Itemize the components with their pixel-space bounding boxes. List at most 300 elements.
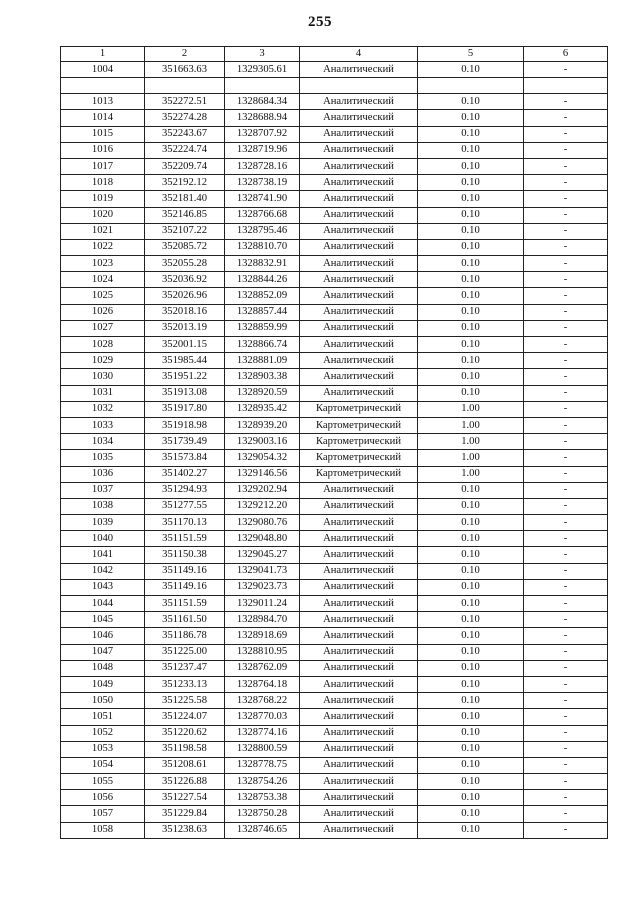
table-cell: 0.10 (418, 272, 524, 288)
table-row (61, 320, 608, 336)
table-cell: 0.10 (418, 239, 524, 255)
table-cell: 1329011.24 (225, 596, 300, 612)
table-cell: - (524, 709, 608, 725)
table-cell: - (524, 579, 608, 595)
table-cell: 0.10 (418, 660, 524, 676)
table-cell: 1056 (61, 790, 145, 806)
table-row (61, 693, 608, 709)
table-cell: Аналитический (300, 353, 418, 369)
table-cell: 351150.38 (145, 547, 225, 563)
table-cell: 1328738.19 (225, 175, 300, 191)
table-cell: 1329212.20 (225, 498, 300, 514)
table-cell: Аналитический (300, 142, 418, 158)
table-cell: - (524, 644, 608, 660)
table-cell: - (524, 288, 608, 304)
table-cell: 352036.92 (145, 272, 225, 288)
table-cell: 1329041.73 (225, 563, 300, 579)
table-cell: 1329080.76 (225, 515, 300, 531)
table-cell: 1328857.44 (225, 304, 300, 320)
table-cell: Аналитический (300, 628, 418, 644)
table-cell: 1051 (61, 709, 145, 725)
table-cell: 1328766.68 (225, 207, 300, 223)
table-cell: 1328684.34 (225, 94, 300, 110)
table-cell: 351237.47 (145, 660, 225, 676)
table-cell: 0.10 (418, 596, 524, 612)
table-cell: 351151.59 (145, 531, 225, 547)
table-cell: 1328762.09 (225, 660, 300, 676)
table-cell: 0.10 (418, 741, 524, 757)
header-row (61, 47, 608, 62)
table-row (61, 385, 608, 401)
table-cell: Аналитический (300, 304, 418, 320)
table-cell: Аналитический (300, 660, 418, 676)
table-cell: Аналитический (300, 482, 418, 498)
table-cell: 1028 (61, 337, 145, 353)
table-row (61, 596, 608, 612)
table-cell: 1014 (61, 110, 145, 126)
table-cell: - (524, 304, 608, 320)
table-cell: 1328688.94 (225, 110, 300, 126)
table-row (61, 126, 608, 142)
table-cell: Аналитический (300, 531, 418, 547)
table-cell: 1022 (61, 239, 145, 255)
table-cell: - (524, 158, 608, 174)
table-cell: 351186.78 (145, 628, 225, 644)
table-cell: Аналитический (300, 515, 418, 531)
table-cell: 351224.07 (145, 709, 225, 725)
table-cell: 0.10 (418, 693, 524, 709)
table-row (61, 531, 608, 547)
table-cell: 1328810.95 (225, 644, 300, 660)
table-cell: Картометрический (300, 450, 418, 466)
table-cell: 352026.96 (145, 288, 225, 304)
table-cell: Аналитический (300, 272, 418, 288)
table-row (61, 223, 608, 239)
table-cell: - (524, 110, 608, 126)
table-cell: - (524, 450, 608, 466)
table-cell: 1050 (61, 693, 145, 709)
table-row (61, 757, 608, 773)
table-cell: 352272.51 (145, 94, 225, 110)
table-cell: Аналитический (300, 725, 418, 741)
table-cell: 0.10 (418, 369, 524, 385)
table-cell: 1035 (61, 450, 145, 466)
table-cell: 0.10 (418, 757, 524, 773)
table-cell: - (524, 693, 608, 709)
table-cell: - (524, 628, 608, 644)
table-cell: 1031 (61, 385, 145, 401)
table-cell: 1328832.91 (225, 256, 300, 272)
table-cell: 351151.59 (145, 596, 225, 612)
table-cell: 0.10 (418, 628, 524, 644)
table-cell: - (524, 256, 608, 272)
table-cell: Аналитический (300, 385, 418, 401)
header-cell: 4 (300, 47, 418, 62)
table-cell: - (524, 385, 608, 401)
table-cell: 1019 (61, 191, 145, 207)
table-cell: 351225.58 (145, 693, 225, 709)
table-cell: 1030 (61, 369, 145, 385)
table-cell: 1021 (61, 223, 145, 239)
table-cell (145, 78, 225, 94)
table-cell: 1048 (61, 660, 145, 676)
table-cell: Аналитический (300, 239, 418, 255)
table-cell: 0.10 (418, 774, 524, 790)
table-cell: - (524, 466, 608, 482)
table-cell (524, 78, 608, 94)
table-row (61, 466, 608, 482)
table-row (61, 644, 608, 660)
table-cell: 1329146.56 (225, 466, 300, 482)
table-cell: Аналитический (300, 774, 418, 790)
table-cell: 1328795.46 (225, 223, 300, 239)
table-cell: 352055.28 (145, 256, 225, 272)
table-cell: 0.10 (418, 579, 524, 595)
table-cell: 1329054.32 (225, 450, 300, 466)
table-cell: 0.10 (418, 515, 524, 531)
table-cell: 351294.93 (145, 482, 225, 498)
table-cell: 0.10 (418, 207, 524, 223)
table-cell: 351229.84 (145, 806, 225, 822)
table-cell: 0.10 (418, 709, 524, 725)
table-cell: 1328918.69 (225, 628, 300, 644)
table-cell: - (524, 320, 608, 336)
coordinates-table (60, 46, 608, 839)
table-cell: 352243.67 (145, 126, 225, 142)
table-cell: Аналитический (300, 547, 418, 563)
table-cell: 351225.00 (145, 644, 225, 660)
table-row (61, 94, 608, 110)
table-cell: 1037 (61, 482, 145, 498)
table-cell: 351198.58 (145, 741, 225, 757)
header-cell: 3 (225, 47, 300, 62)
table-cell: 1016 (61, 142, 145, 158)
table-cell: 1328741.90 (225, 191, 300, 207)
table-cell: Картометрический (300, 401, 418, 417)
table-row (61, 482, 608, 498)
table-cell: Аналитический (300, 256, 418, 272)
table-cell: 0.10 (418, 62, 524, 78)
table-row (61, 563, 608, 579)
table-cell: Аналитический (300, 693, 418, 709)
table-cell: - (524, 741, 608, 757)
table-cell: 1328920.59 (225, 385, 300, 401)
header-cell: 5 (418, 47, 524, 62)
table-cell: 0.10 (418, 725, 524, 741)
table-cell: 1042 (61, 563, 145, 579)
table-cell: Аналитический (300, 320, 418, 336)
table-cell (300, 78, 418, 94)
table-cell: 1029 (61, 353, 145, 369)
table-cell: 0.10 (418, 126, 524, 142)
table-cell: 1036 (61, 466, 145, 482)
table-cell: 1328800.59 (225, 741, 300, 757)
table-cell: 1023 (61, 256, 145, 272)
table-cell: 1329045.27 (225, 547, 300, 563)
table-cell: 352146.85 (145, 207, 225, 223)
table-cell: 1025 (61, 288, 145, 304)
table-cell: - (524, 417, 608, 433)
table-cell: 351220.62 (145, 725, 225, 741)
table-row (61, 353, 608, 369)
table-row (61, 790, 608, 806)
page-number: 255 (308, 14, 332, 30)
table-cell: 1034 (61, 434, 145, 450)
table-cell: - (524, 774, 608, 790)
table-cell: 351663.63 (145, 62, 225, 78)
table-cell: - (524, 482, 608, 498)
table-cell: 1328753.38 (225, 790, 300, 806)
table-cell: 0.10 (418, 353, 524, 369)
table-cell: 1328810.70 (225, 239, 300, 255)
table-cell: 1.00 (418, 401, 524, 417)
header-cell: 2 (145, 47, 225, 62)
table-row (61, 515, 608, 531)
table-cell: - (524, 757, 608, 773)
table-cell: 352013.19 (145, 320, 225, 336)
table-cell: 1328903.38 (225, 369, 300, 385)
table-row (61, 288, 608, 304)
table-cell: Аналитический (300, 596, 418, 612)
table-cell: 1329202.94 (225, 482, 300, 498)
table-cell: 1047 (61, 644, 145, 660)
table-cell: 1328774.16 (225, 725, 300, 741)
table-row (61, 806, 608, 822)
table-cell: 351149.16 (145, 563, 225, 579)
table-cell: 1329003.16 (225, 434, 300, 450)
table-row (61, 547, 608, 563)
table-cell: 352192.12 (145, 175, 225, 191)
table-cell: 1328778.75 (225, 757, 300, 773)
table-cell: 1055 (61, 774, 145, 790)
table-cell: 0.10 (418, 337, 524, 353)
table-row (61, 498, 608, 514)
table-cell: 1054 (61, 757, 145, 773)
table-row (61, 774, 608, 790)
table-cell: Аналитический (300, 223, 418, 239)
table-cell: 351951.22 (145, 369, 225, 385)
table-cell: - (524, 822, 608, 838)
table-cell: 352181.40 (145, 191, 225, 207)
table-cell: 1328719.96 (225, 142, 300, 158)
table-cell: 351918.98 (145, 417, 225, 433)
table-cell: - (524, 612, 608, 628)
table-cell: 351917.80 (145, 401, 225, 417)
table-cell: 351238.63 (145, 822, 225, 838)
table-cell: 1039 (61, 515, 145, 531)
table-cell: - (524, 207, 608, 223)
table-cell: 1328984.70 (225, 612, 300, 628)
table-cell: 0.10 (418, 191, 524, 207)
table-cell: 1015 (61, 126, 145, 142)
table-cell: Картометрический (300, 417, 418, 433)
table-cell: - (524, 676, 608, 692)
table-cell: Аналитический (300, 676, 418, 692)
table-cell: Аналитический (300, 158, 418, 174)
table-row (61, 417, 608, 433)
table-cell (225, 78, 300, 94)
table-cell: 1328728.16 (225, 158, 300, 174)
table-cell: 1045 (61, 612, 145, 628)
table-cell: - (524, 660, 608, 676)
table-cell: 0.10 (418, 256, 524, 272)
table-cell: 0.10 (418, 158, 524, 174)
table-cell: Аналитический (300, 563, 418, 579)
table-cell: 0.10 (418, 822, 524, 838)
table-cell: 351170.13 (145, 515, 225, 531)
table-cell: Аналитический (300, 175, 418, 191)
table-cell: 0.10 (418, 94, 524, 110)
table-row (61, 660, 608, 676)
table-cell: Аналитический (300, 110, 418, 126)
table-cell: - (524, 62, 608, 78)
empty-row (61, 78, 608, 94)
table-row (61, 450, 608, 466)
table-cell: 1032 (61, 401, 145, 417)
table-cell: 1.00 (418, 417, 524, 433)
table-cell: 352274.28 (145, 110, 225, 126)
table-cell: 1026 (61, 304, 145, 320)
table-cell: 1.00 (418, 434, 524, 450)
table-row (61, 676, 608, 692)
table-cell: Аналитический (300, 288, 418, 304)
table-cell: 1329048.80 (225, 531, 300, 547)
table-cell: 351161.50 (145, 612, 225, 628)
table-cell: Аналитический (300, 579, 418, 595)
table-cell: - (524, 806, 608, 822)
table-cell: 0.10 (418, 142, 524, 158)
table-cell: 1329305.61 (225, 62, 300, 78)
table-cell: 1328764.18 (225, 676, 300, 692)
table-row (61, 158, 608, 174)
table-cell: Аналитический (300, 62, 418, 78)
table-cell: - (524, 175, 608, 191)
table-cell: 1328866.74 (225, 337, 300, 353)
table-row (61, 110, 608, 126)
table-cell: 352107.22 (145, 223, 225, 239)
table-cell: 1040 (61, 531, 145, 547)
table-row (61, 612, 608, 628)
table-cell: 352224.74 (145, 142, 225, 158)
table-row (61, 822, 608, 838)
table-cell: 351208.61 (145, 757, 225, 773)
table-cell: - (524, 126, 608, 142)
table-cell: 1027 (61, 320, 145, 336)
table-cell: 351402.27 (145, 466, 225, 482)
table-cell: 1328859.99 (225, 320, 300, 336)
table-row (61, 239, 608, 255)
table-cell: 352209.74 (145, 158, 225, 174)
table-cell: 1328707.92 (225, 126, 300, 142)
table-row (61, 304, 608, 320)
table-cell: - (524, 547, 608, 563)
header-cell: 1 (61, 47, 145, 62)
table-cell: 1041 (61, 547, 145, 563)
table-cell: 0.10 (418, 223, 524, 239)
table-cell: - (524, 596, 608, 612)
table-cell: Аналитический (300, 806, 418, 822)
header-cell: 6 (524, 47, 608, 62)
table-cell: Аналитический (300, 337, 418, 353)
table-cell: 351149.16 (145, 579, 225, 595)
table-cell: Аналитический (300, 191, 418, 207)
table-cell: - (524, 725, 608, 741)
table-cell: Картометрический (300, 466, 418, 482)
table-cell: 0.10 (418, 288, 524, 304)
table-cell: 1052 (61, 725, 145, 741)
table-cell: 1033 (61, 417, 145, 433)
table-cell: 1004 (61, 62, 145, 78)
table-cell: - (524, 94, 608, 110)
table-cell: 0.10 (418, 385, 524, 401)
table-cell: 1057 (61, 806, 145, 822)
table-cell: 351985.44 (145, 353, 225, 369)
table-cell: - (524, 272, 608, 288)
table-cell: - (524, 239, 608, 255)
table-cell: 1328750.28 (225, 806, 300, 822)
table-cell: 1328844.26 (225, 272, 300, 288)
table-cell: 1058 (61, 822, 145, 838)
table-cell: Аналитический (300, 498, 418, 514)
table-row (61, 272, 608, 288)
table-cell: Аналитический (300, 790, 418, 806)
table-cell: 1020 (61, 207, 145, 223)
table-cell: - (524, 563, 608, 579)
table-row (61, 175, 608, 191)
table-cell: - (524, 353, 608, 369)
table-row (61, 191, 608, 207)
table-cell: 1328768.22 (225, 693, 300, 709)
table-cell: 1328746.65 (225, 822, 300, 838)
table-row (61, 741, 608, 757)
table-cell: 1043 (61, 579, 145, 595)
table-cell: Картометрический (300, 434, 418, 450)
table-cell: 351226.88 (145, 774, 225, 790)
table-cell: 0.10 (418, 531, 524, 547)
table-row (61, 401, 608, 417)
table-row (61, 434, 608, 450)
table-row (61, 709, 608, 725)
table-cell: 0.10 (418, 498, 524, 514)
table-row (61, 207, 608, 223)
table-cell: 0.10 (418, 806, 524, 822)
table-cell: 1053 (61, 741, 145, 757)
table-cell: 351573.84 (145, 450, 225, 466)
table-cell: 0.10 (418, 175, 524, 191)
table-row (61, 256, 608, 272)
table-cell: Аналитический (300, 757, 418, 773)
table-cell: Аналитический (300, 644, 418, 660)
table-cell: Аналитический (300, 822, 418, 838)
table-row (61, 369, 608, 385)
table-cell: Аналитический (300, 612, 418, 628)
table-cell: 1038 (61, 498, 145, 514)
table-cell: 0.10 (418, 644, 524, 660)
table-cell: - (524, 142, 608, 158)
table-cell: Аналитический (300, 369, 418, 385)
table-cell: Аналитический (300, 94, 418, 110)
table-cell: 0.10 (418, 110, 524, 126)
table-cell: 1329023.73 (225, 579, 300, 595)
table-cell: - (524, 369, 608, 385)
table-row (61, 579, 608, 595)
table-cell: 1328754.26 (225, 774, 300, 790)
table-cell: 351277.55 (145, 498, 225, 514)
table-cell: 1017 (61, 158, 145, 174)
table-cell: - (524, 223, 608, 239)
table-cell: 0.10 (418, 563, 524, 579)
table-cell: 351739.49 (145, 434, 225, 450)
